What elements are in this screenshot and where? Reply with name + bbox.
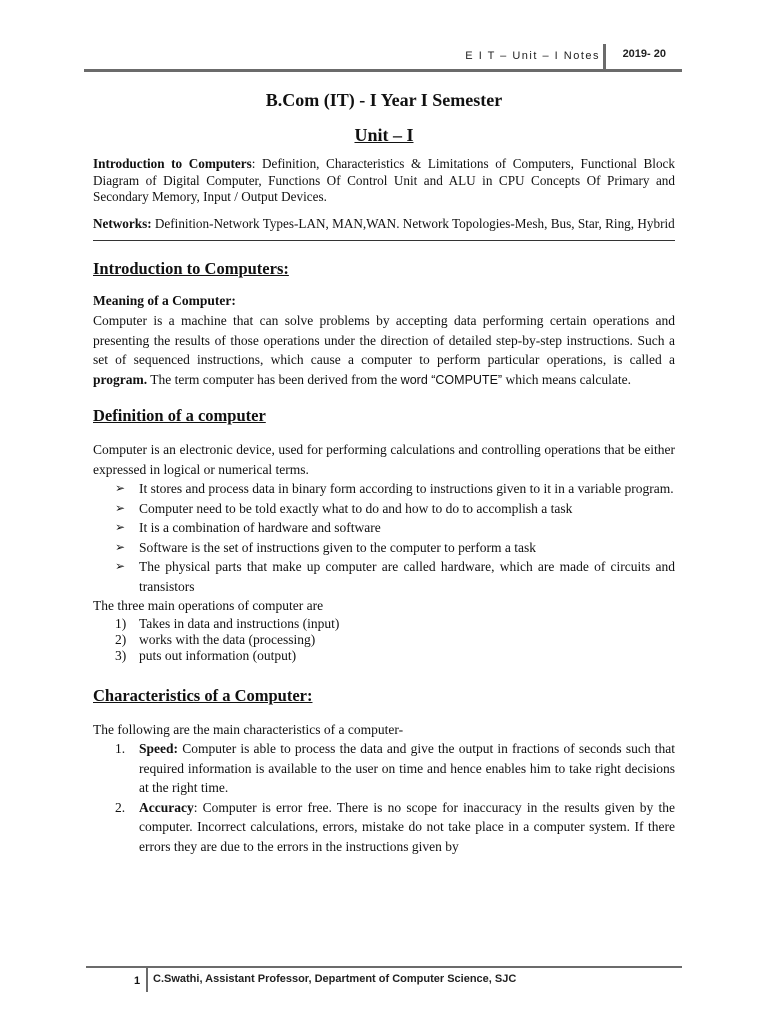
operations-list [93, 616, 675, 664]
footer-separator [146, 966, 148, 992]
definition-paragraph: Computer is an electronic device, used for performing calculations and controlling operations that be either expressed in logical or numerical terms. [93, 442, 675, 477]
list-item [115, 739, 675, 798]
list-item [113, 499, 675, 519]
characteristic-label: Speed: [139, 741, 179, 756]
intro-text-start: Computer is a machine that can solve problems by accepting data performing certain operations and presenting the results of those operations under the direction of detailed step-by-step instructions. Such a set of sequenced instructions, which cause a computer to perform particular operations, is called a [93, 313, 675, 367]
arrow-bullet-icon: ➢ [115, 520, 126, 534]
syllabus-intro-label: Introduction to Computers [93, 156, 252, 171]
page-footer [86, 966, 682, 992]
syllabus-networks-label: Networks: [93, 215, 152, 231]
characteristics-intro: The following are the main characteristics of a computer- [93, 721, 404, 737]
list-number: 1) [115, 615, 127, 631]
list-text: Takes in data and instructions (input) [139, 615, 340, 631]
list-item [113, 479, 675, 499]
arrow-bullet-icon: ➢ [115, 559, 126, 573]
header-rule [84, 69, 682, 72]
operations-intro: The three main operations of computer are [93, 598, 324, 613]
bullet-text: It is a combination of hardware and software [139, 520, 381, 535]
page-number: 1 [134, 975, 141, 987]
characteristics-list [93, 739, 675, 856]
list-item [115, 798, 675, 857]
intro-text-end: which means calculate. [502, 371, 632, 387]
syllabus-intro-text: : Definition, Characteristics & Limitations of Computers, Functional Block Diagram of Digital Computer, Functions Of Control Unit and ALU in CPU Concepts Of Primary and Secondary Memory, Input / Output Devices. [93, 156, 675, 204]
definition-heading: Definition of a computer [93, 406, 266, 425]
bullet-text: The physical parts that make up computer are called hardware, which are made of circuits and transistors [139, 559, 675, 594]
list-item [115, 616, 675, 632]
document-title: B.Com (IT) - I Year I Semester [265, 90, 503, 110]
bullet-text: Computer need to be told exactly what to do and how to do to accomplish a task [139, 500, 573, 516]
intro-text-mono: word “COMPUTE” [400, 372, 503, 387]
syllabus-intro [93, 156, 675, 206]
header-year: 2019- 20 [622, 48, 666, 60]
intro-heading: Introduction to Computers: [93, 259, 289, 278]
list-text: works with the data (processing) [139, 631, 316, 647]
list-number: 2. [115, 799, 126, 815]
footer-rule [86, 966, 682, 968]
syllabus-networks [93, 216, 675, 233]
syllabus-networks-text: Definition-Network Types-LAN, MAN,WAN. Network Topologies-Mesh, Bus, Star, Ring, Hybrid [151, 215, 675, 231]
list-number: 3) [115, 647, 127, 663]
list-text: puts out information (output) [139, 647, 297, 663]
definition-bullet-list [93, 479, 675, 596]
arrow-bullet-icon: ➢ [115, 481, 126, 495]
bullet-text: It stores and process data in binary form according to instructions given to it in a variable program. [139, 481, 674, 496]
list-item [113, 538, 675, 558]
header-title: E I T – Unit – I Notes [465, 50, 600, 62]
page-header [84, 44, 682, 72]
list-item [113, 518, 675, 538]
bullet-text: Software is the set of instructions given to the computer to perform a task [139, 539, 537, 555]
syllabus-divider [93, 236, 675, 241]
characteristic-label: Accuracy [139, 799, 194, 815]
intro-text-bold: program. [93, 371, 148, 387]
header-separator [603, 44, 606, 72]
arrow-bullet-icon: ➢ [115, 539, 126, 554]
list-item [115, 632, 675, 648]
footer-author: C.Swathi, Assistant Professor, Department of Computer Science, SJC [153, 973, 517, 985]
characteristic-text: Computer is able to process the data and give the output in fractions of seconds such that required information is available to the user on time and hence enables him to take right decisions at the right time. [139, 741, 675, 795]
intro-subheading: Meaning of a Computer: [93, 293, 236, 308]
list-item [113, 557, 675, 596]
intro-text-mid: The term computer has been derived from the [147, 371, 401, 387]
arrow-bullet-icon: ➢ [115, 500, 126, 515]
characteristics-heading: Characteristics of a Computer: [93, 685, 313, 705]
list-number: 2) [115, 631, 127, 647]
list-item [115, 648, 675, 664]
characteristic-text: : Computer is error free. There is no scope for inaccuracy in the results given by the computer. Incorrect calculations, errors, mistake do not take place in a computer system. If there errors they are due to the errors in the instructions given by [139, 799, 675, 854]
document-body [93, 90, 675, 856]
unit-title: Unit – I [354, 125, 414, 145]
list-number: 1. [115, 741, 126, 756]
intro-paragraph [93, 311, 675, 390]
